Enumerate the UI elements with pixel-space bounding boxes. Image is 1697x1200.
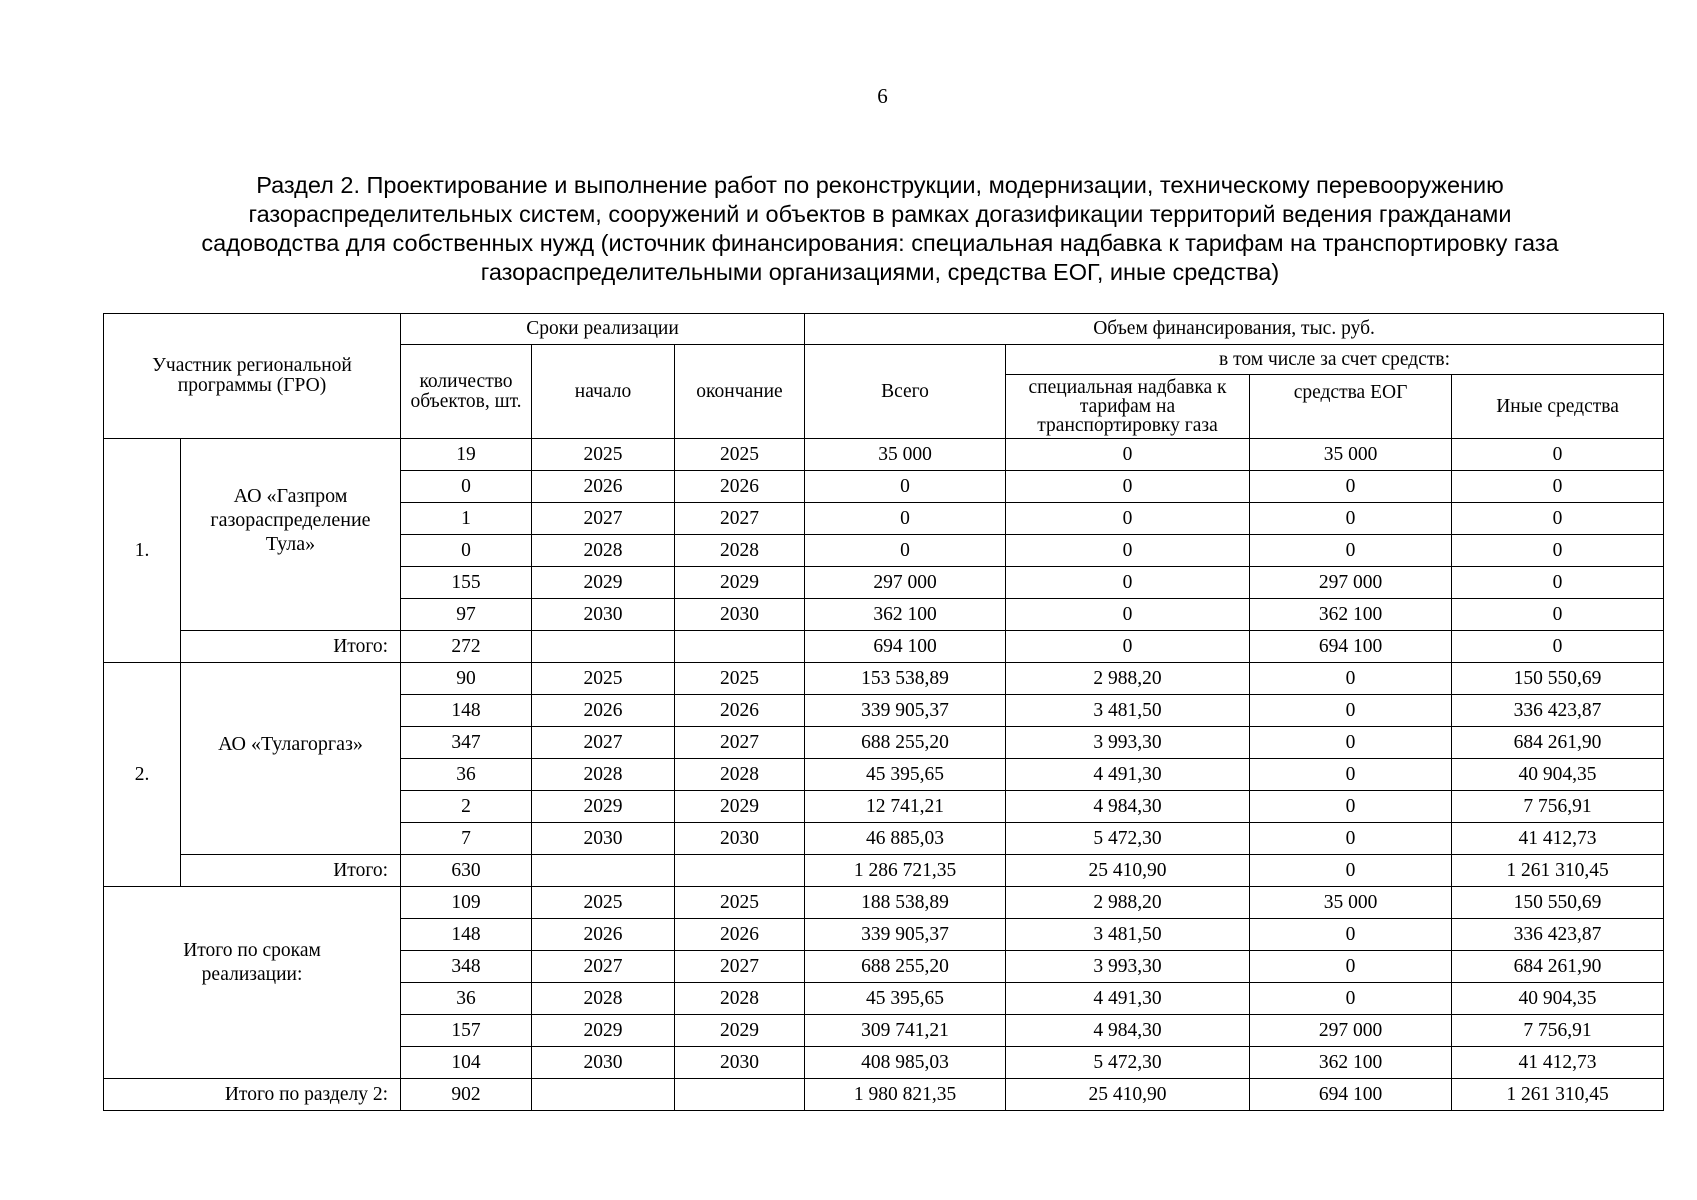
cell-other: 684 261,90 — [1452, 727, 1664, 759]
cell-count: 148 — [401, 695, 532, 727]
cell-start: 2030 — [532, 1047, 675, 1079]
cell-eog: 35 000 — [1250, 887, 1452, 919]
cell-end: 2026 — [675, 471, 805, 503]
cell-end — [675, 1079, 805, 1111]
cell-start: 2025 — [532, 663, 675, 695]
cell-total: 0 — [805, 503, 1006, 535]
header-funding: Объем финансирования, тыс. руб. — [805, 314, 1664, 345]
cell-surcharge: 3 481,50 — [1006, 695, 1250, 727]
cell-end: 2028 — [675, 759, 805, 791]
section-title-line: садоводства для собственных нужд (источник финансирования: специальная надбавка к тарифам на транспортировку газа — [201, 230, 1559, 256]
cell-surcharge: 4 491,30 — [1006, 983, 1250, 1015]
cell-total: 45 395,65 — [805, 983, 1006, 1015]
cell-other: 684 261,90 — [1452, 951, 1664, 983]
cell-start — [532, 631, 675, 663]
cell-eog: 0 — [1250, 759, 1452, 791]
cell-total: 35 000 — [805, 439, 1006, 471]
cell-count: 2 — [401, 791, 532, 823]
section-title — [120, 171, 1640, 287]
cell-count: 36 — [401, 983, 532, 1015]
cell-eog: 0 — [1250, 983, 1452, 1015]
header-eog: средства ЕОГ — [1250, 375, 1452, 439]
group-total-row — [104, 855, 1664, 887]
cell-start — [532, 855, 675, 887]
group-number: 1. — [104, 439, 181, 663]
cell-other: 1 261 310,45 — [1452, 1079, 1664, 1111]
cell-count: 347 — [401, 727, 532, 759]
cell-count: 36 — [401, 759, 532, 791]
cell-start: 2028 — [532, 759, 675, 791]
cell-other: 0 — [1452, 471, 1664, 503]
cell-total: 46 885,03 — [805, 823, 1006, 855]
cell-total: 0 — [805, 535, 1006, 567]
cell-total: 408 985,03 — [805, 1047, 1006, 1079]
cell-count: 0 — [401, 471, 532, 503]
cell-surcharge: 4 984,30 — [1006, 1015, 1250, 1047]
group-total-label: Итого: — [181, 855, 401, 887]
cell-eog: 0 — [1250, 695, 1452, 727]
cell-total: 694 100 — [805, 631, 1006, 663]
cell-count: 109 — [401, 887, 532, 919]
page-number: 6 — [877, 84, 888, 108]
cell-end: 2027 — [675, 503, 805, 535]
cell-count: 19 — [401, 439, 532, 471]
header-including: в том числе за счет средств: — [1006, 345, 1664, 375]
financing-table — [103, 313, 1664, 1111]
cell-surcharge: 3 993,30 — [1006, 951, 1250, 983]
group-total-row — [104, 631, 1664, 663]
cell-end — [675, 631, 805, 663]
cell-total: 1 980 821,35 — [805, 1079, 1006, 1111]
cell-total: 12 741,21 — [805, 791, 1006, 823]
cell-other: 0 — [1452, 599, 1664, 631]
cell-other: 41 412,73 — [1452, 823, 1664, 855]
cell-eog: 694 100 — [1250, 1079, 1452, 1111]
cell-eog: 0 — [1250, 919, 1452, 951]
cell-total: 309 741,21 — [805, 1015, 1006, 1047]
cell-count: 272 — [401, 631, 532, 663]
cell-eog: 0 — [1250, 471, 1452, 503]
header-total: Всего — [805, 345, 1006, 439]
cell-count: 157 — [401, 1015, 532, 1047]
cell-total: 339 905,37 — [805, 919, 1006, 951]
cell-surcharge: 4 984,30 — [1006, 791, 1250, 823]
cell-end: 2025 — [675, 663, 805, 695]
cell-other: 1 261 310,45 — [1452, 855, 1664, 887]
cell-end — [675, 855, 805, 887]
cell-total: 153 538,89 — [805, 663, 1006, 695]
cell-total: 1 286 721,35 — [805, 855, 1006, 887]
cell-count: 1 — [401, 503, 532, 535]
cell-start: 2026 — [532, 471, 675, 503]
cell-start: 2029 — [532, 791, 675, 823]
cell-eog: 362 100 — [1250, 599, 1452, 631]
cell-surcharge: 3 993,30 — [1006, 727, 1250, 759]
header-end: окончание — [675, 345, 805, 439]
cell-start: 2027 — [532, 727, 675, 759]
cell-start: 2025 — [532, 887, 675, 919]
table-body — [104, 439, 1664, 1111]
section-title-line: Раздел 2. Проектирование и выполнение работ по реконструкции, модернизации, техническому перевооружению — [256, 172, 1504, 198]
section-title-line: газораспределительных систем, сооружений и объектов в рамках догазификации территорий ведения гражданами — [248, 201, 1512, 227]
cell-surcharge: 4 491,30 — [1006, 759, 1250, 791]
cell-other: 41 412,73 — [1452, 1047, 1664, 1079]
cell-count: 155 — [401, 567, 532, 599]
cell-count: 7 — [401, 823, 532, 855]
header-terms: Сроки реализации — [401, 314, 805, 345]
cell-end: 2030 — [675, 1047, 805, 1079]
cell-total: 45 395,65 — [805, 759, 1006, 791]
cell-eog: 297 000 — [1250, 567, 1452, 599]
by-terms-label: Итого по срокам реализации: — [104, 887, 401, 1079]
cell-surcharge: 2 988,20 — [1006, 663, 1250, 695]
section-total-row — [104, 1079, 1664, 1111]
cell-eog: 0 — [1250, 535, 1452, 567]
cell-end: 2029 — [675, 791, 805, 823]
header-surcharge: специальная надбавка к тарифам на транспортировку газа — [1006, 375, 1250, 439]
cell-other: 336 423,87 — [1452, 695, 1664, 727]
cell-start: 2029 — [532, 567, 675, 599]
cell-other: 150 550,69 — [1452, 663, 1664, 695]
cell-other: 150 550,69 — [1452, 887, 1664, 919]
cell-total: 297 000 — [805, 567, 1006, 599]
cell-start: 2028 — [532, 535, 675, 567]
cell-surcharge: 2 988,20 — [1006, 887, 1250, 919]
cell-start — [532, 1079, 675, 1111]
group-number: 2. — [104, 663, 181, 887]
cell-start: 2026 — [532, 695, 675, 727]
cell-end: 2029 — [675, 567, 805, 599]
cell-total: 0 — [805, 471, 1006, 503]
cell-surcharge: 3 481,50 — [1006, 919, 1250, 951]
cell-total: 188 538,89 — [805, 887, 1006, 919]
cell-other: 0 — [1452, 631, 1664, 663]
cell-end: 2028 — [675, 535, 805, 567]
cell-other: 336 423,87 — [1452, 919, 1664, 951]
cell-end: 2027 — [675, 951, 805, 983]
cell-count: 630 — [401, 855, 532, 887]
cell-end: 2026 — [675, 919, 805, 951]
cell-total: 339 905,37 — [805, 695, 1006, 727]
cell-count: 104 — [401, 1047, 532, 1079]
cell-eog: 0 — [1250, 503, 1452, 535]
cell-surcharge: 0 — [1006, 471, 1250, 503]
table-header — [104, 314, 1664, 439]
cell-eog: 0 — [1250, 663, 1452, 695]
cell-end: 2027 — [675, 727, 805, 759]
cell-surcharge: 0 — [1006, 599, 1250, 631]
cell-start: 2029 — [532, 1015, 675, 1047]
header-start: начало — [532, 345, 675, 439]
cell-start: 2030 — [532, 599, 675, 631]
cell-start: 2028 — [532, 983, 675, 1015]
cell-end: 2029 — [675, 1015, 805, 1047]
cell-other: 0 — [1452, 503, 1664, 535]
cell-count: 97 — [401, 599, 532, 631]
cell-total: 362 100 — [805, 599, 1006, 631]
cell-eog: 0 — [1250, 791, 1452, 823]
cell-surcharge: 5 472,30 — [1006, 1047, 1250, 1079]
cell-other: 0 — [1452, 567, 1664, 599]
cell-other: 7 756,91 — [1452, 1015, 1664, 1047]
cell-eog: 0 — [1250, 855, 1452, 887]
cell-end: 2030 — [675, 599, 805, 631]
cell-eog: 362 100 — [1250, 1047, 1452, 1079]
cell-count: 148 — [401, 919, 532, 951]
cell-start: 2025 — [532, 439, 675, 471]
cell-end: 2030 — [675, 823, 805, 855]
cell-other: 0 — [1452, 535, 1664, 567]
cell-count: 90 — [401, 663, 532, 695]
cell-other: 0 — [1452, 439, 1664, 471]
cell-other: 40 904,35 — [1452, 759, 1664, 791]
table-row — [104, 439, 1664, 471]
header-participant: Участник региональной программы (ГРО) — [104, 314, 401, 439]
participant-name: АО «Газпром газораспределение Тула» — [181, 439, 401, 631]
cell-surcharge: 25 410,90 — [1006, 1079, 1250, 1111]
group-total-label: Итого: — [181, 631, 401, 663]
cell-eog: 0 — [1250, 727, 1452, 759]
cell-count: 348 — [401, 951, 532, 983]
cell-end: 2028 — [675, 983, 805, 1015]
cell-eog: 694 100 — [1250, 631, 1452, 663]
cell-other: 7 756,91 — [1452, 791, 1664, 823]
cell-count: 0 — [401, 535, 532, 567]
cell-eog: 0 — [1250, 951, 1452, 983]
cell-surcharge: 0 — [1006, 503, 1250, 535]
header-count: количество объектов, шт. — [401, 345, 532, 439]
cell-other: 40 904,35 — [1452, 983, 1664, 1015]
cell-surcharge: 0 — [1006, 439, 1250, 471]
cell-total: 688 255,20 — [805, 727, 1006, 759]
cell-eog: 35 000 — [1250, 439, 1452, 471]
cell-surcharge: 25 410,90 — [1006, 855, 1250, 887]
cell-count: 902 — [401, 1079, 532, 1111]
section-title-line: газораспределительными организациями, средства ЕОГ, иные средства) — [480, 259, 1280, 285]
cell-eog: 297 000 — [1250, 1015, 1452, 1047]
cell-end: 2025 — [675, 439, 805, 471]
cell-eog: 0 — [1250, 823, 1452, 855]
participant-name: АО «Тулагоргаз» — [181, 663, 401, 855]
cell-start: 2027 — [532, 951, 675, 983]
cell-total: 688 255,20 — [805, 951, 1006, 983]
cell-surcharge: 0 — [1006, 631, 1250, 663]
cell-surcharge: 5 472,30 — [1006, 823, 1250, 855]
cell-surcharge: 0 — [1006, 567, 1250, 599]
cell-end: 2025 — [675, 887, 805, 919]
cell-start: 2027 — [532, 503, 675, 535]
table-row — [104, 887, 1664, 919]
table-row — [104, 663, 1664, 695]
cell-start: 2026 — [532, 919, 675, 951]
header-other: Иные средства — [1452, 375, 1664, 439]
section-total-label: Итого по разделу 2: — [104, 1079, 401, 1111]
cell-end: 2026 — [675, 695, 805, 727]
cell-surcharge: 0 — [1006, 535, 1250, 567]
cell-start: 2030 — [532, 823, 675, 855]
